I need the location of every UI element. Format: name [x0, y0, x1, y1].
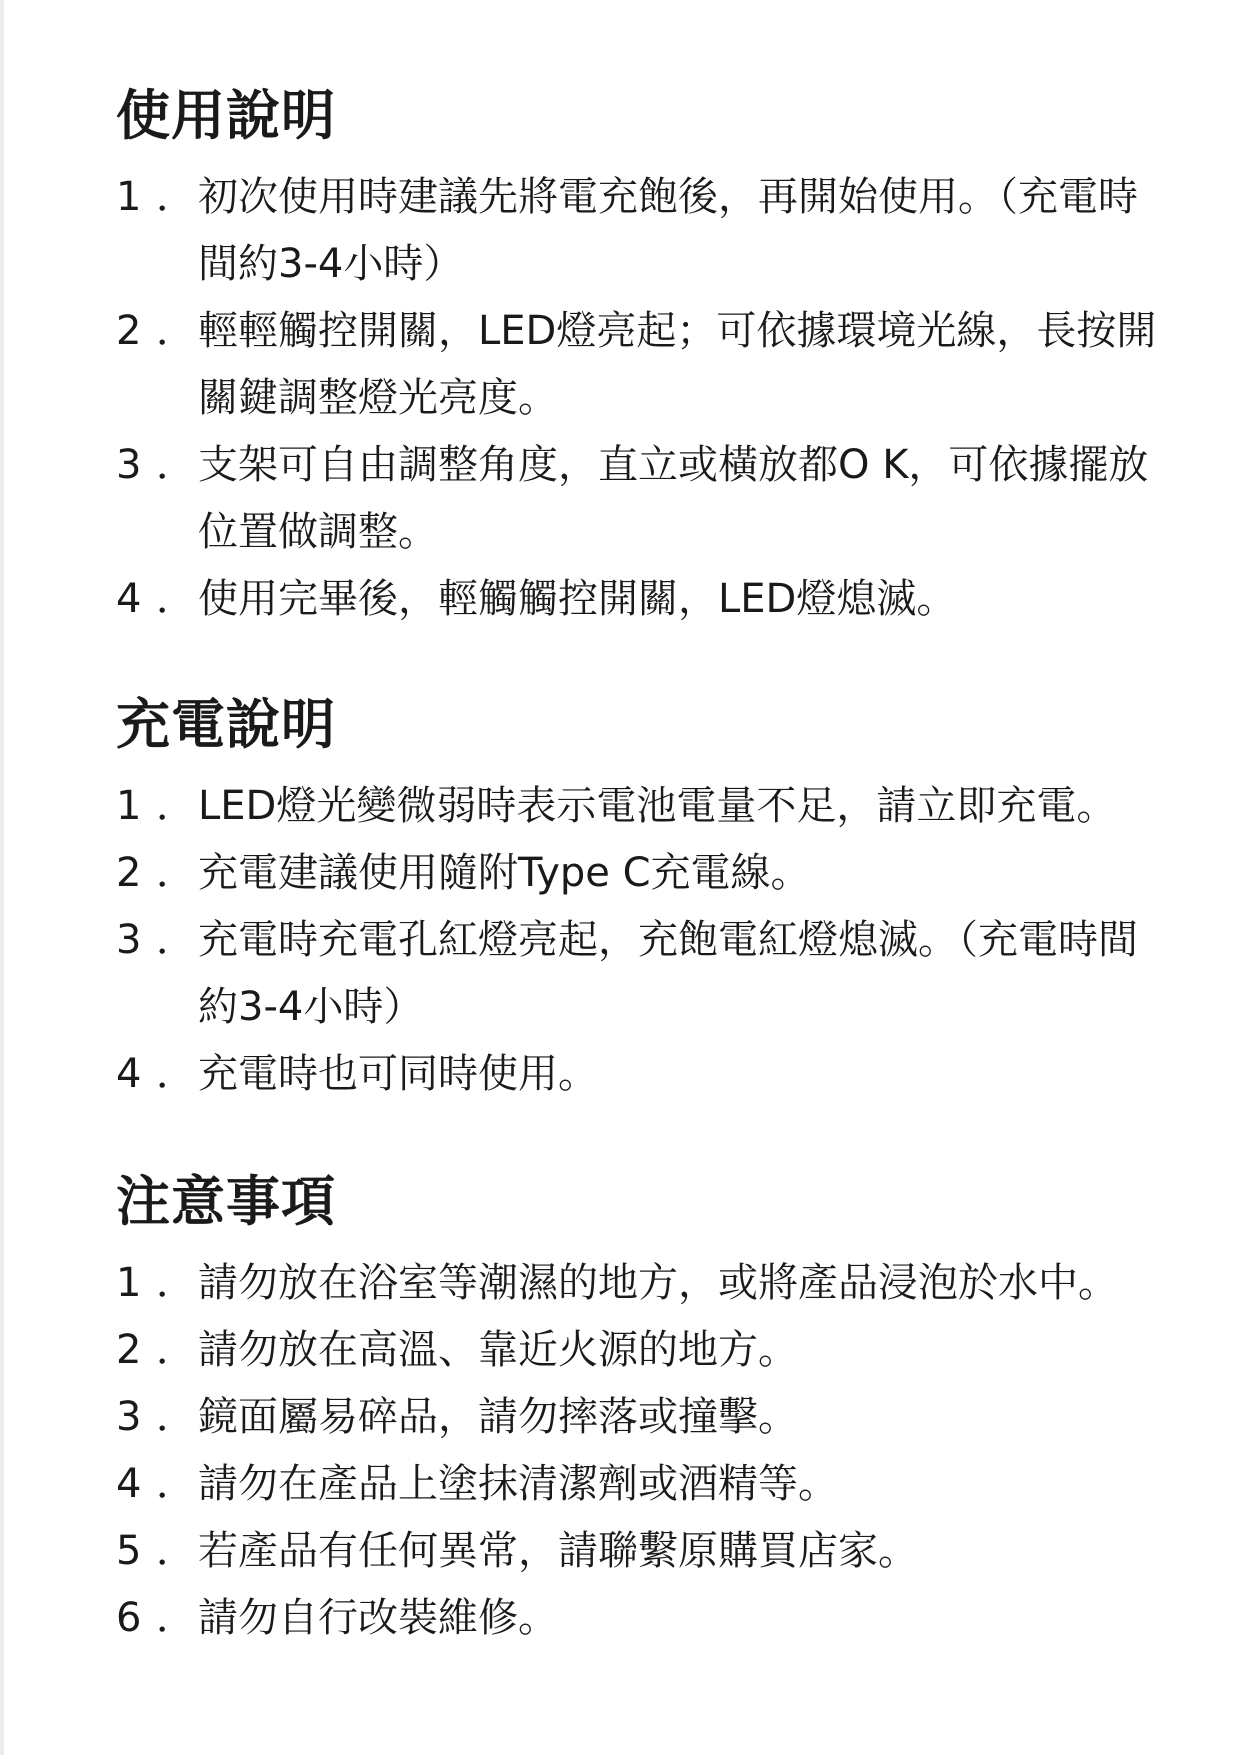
item-number: 3	[116, 442, 142, 488]
list-item	[116, 907, 1166, 1041]
item-text: 初次使用時建議先將電充飽後，再開始使用。（充電時間約3-4小時）	[198, 174, 1138, 287]
charging-section-title: 充電說明	[116, 693, 336, 756]
list-item	[116, 566, 1166, 633]
item-number: 2	[116, 308, 142, 354]
item-text: 使用完畢後，輕觸觸控開關，LED燈熄滅。	[198, 576, 957, 622]
item-text: 充電時充電孔紅燈亮起，充飽電紅燈熄滅。（充電時間約3-4小時）	[198, 917, 1138, 1030]
list-item	[116, 1041, 1166, 1108]
list-item	[116, 298, 1166, 432]
usage-list	[116, 164, 1166, 633]
charging-section	[116, 693, 1166, 1108]
item-separator: ．	[156, 1260, 196, 1306]
item-text: 請勿放在浴室等潮濕的地方，或將產品浸泡於水中。	[198, 1260, 1118, 1306]
item-separator: ．	[156, 783, 196, 829]
item-text: LED燈光變微弱時表示電池電量不足，請立即充電。	[198, 783, 1117, 829]
item-number: 4	[116, 1051, 142, 1097]
list-item	[116, 840, 1166, 907]
item-separator: ．	[156, 308, 196, 354]
list-item	[116, 1518, 1166, 1585]
usage-section-title: 使用說明	[116, 84, 336, 147]
item-separator: ．	[156, 1461, 196, 1507]
list-item	[116, 164, 1166, 298]
item-text: 充電建議使用隨附Type C充電線。	[198, 850, 811, 896]
item-separator: ．	[156, 1051, 196, 1097]
item-number: 1	[116, 174, 142, 220]
notes-section	[116, 1170, 1166, 1652]
list-item	[116, 1585, 1166, 1652]
item-number: 2	[116, 850, 142, 896]
item-number: 3	[116, 1394, 142, 1440]
item-number: 1	[116, 783, 142, 829]
item-text: 充電時也可同時使用。	[198, 1051, 598, 1097]
item-text: 請勿在產品上塗抹清潔劑或酒精等。	[198, 1461, 838, 1507]
item-text: 輕輕觸控開關，LED燈亮起；可依據環境光線，長按開關鍵調整燈光亮度。	[198, 308, 1157, 421]
item-separator: ．	[156, 1394, 196, 1440]
item-number: 1	[116, 1260, 142, 1306]
item-number: 6	[116, 1595, 142, 1641]
item-text: 鏡面屬易碎品，請勿摔落或撞擊。	[198, 1394, 798, 1440]
item-separator: ．	[156, 442, 196, 488]
list-item	[116, 432, 1166, 566]
item-text: 支架可自由調整角度，直立或橫放都O K，可依據擺放位置做調整。	[198, 442, 1149, 555]
item-separator: ．	[156, 917, 196, 963]
item-number: 2	[116, 1327, 142, 1373]
item-separator: ．	[156, 850, 196, 896]
list-item	[116, 1317, 1166, 1384]
item-separator: ．	[156, 174, 196, 220]
item-separator: ．	[156, 1327, 196, 1373]
list-item	[116, 1451, 1166, 1518]
charging-list	[116, 773, 1166, 1108]
item-text: 若產品有任何異常，請聯繫原購買店家。	[198, 1528, 918, 1574]
list-item	[116, 773, 1166, 840]
notes-list	[116, 1250, 1166, 1652]
item-separator: ．	[156, 576, 196, 622]
item-text: 請勿放在高溫、靠近火源的地方。	[198, 1327, 798, 1373]
list-item	[116, 1250, 1166, 1317]
item-separator: ．	[156, 1595, 196, 1641]
item-separator: ．	[156, 1528, 196, 1574]
item-text: 請勿自行改裝維修。	[198, 1595, 558, 1641]
item-number: 5	[116, 1528, 142, 1574]
list-item	[116, 1384, 1166, 1451]
item-number: 4	[116, 576, 142, 622]
notes-section-title: 注意事項	[116, 1170, 336, 1233]
item-number: 4	[116, 1461, 142, 1507]
item-number: 3	[116, 917, 142, 963]
usage-section	[116, 84, 1166, 633]
